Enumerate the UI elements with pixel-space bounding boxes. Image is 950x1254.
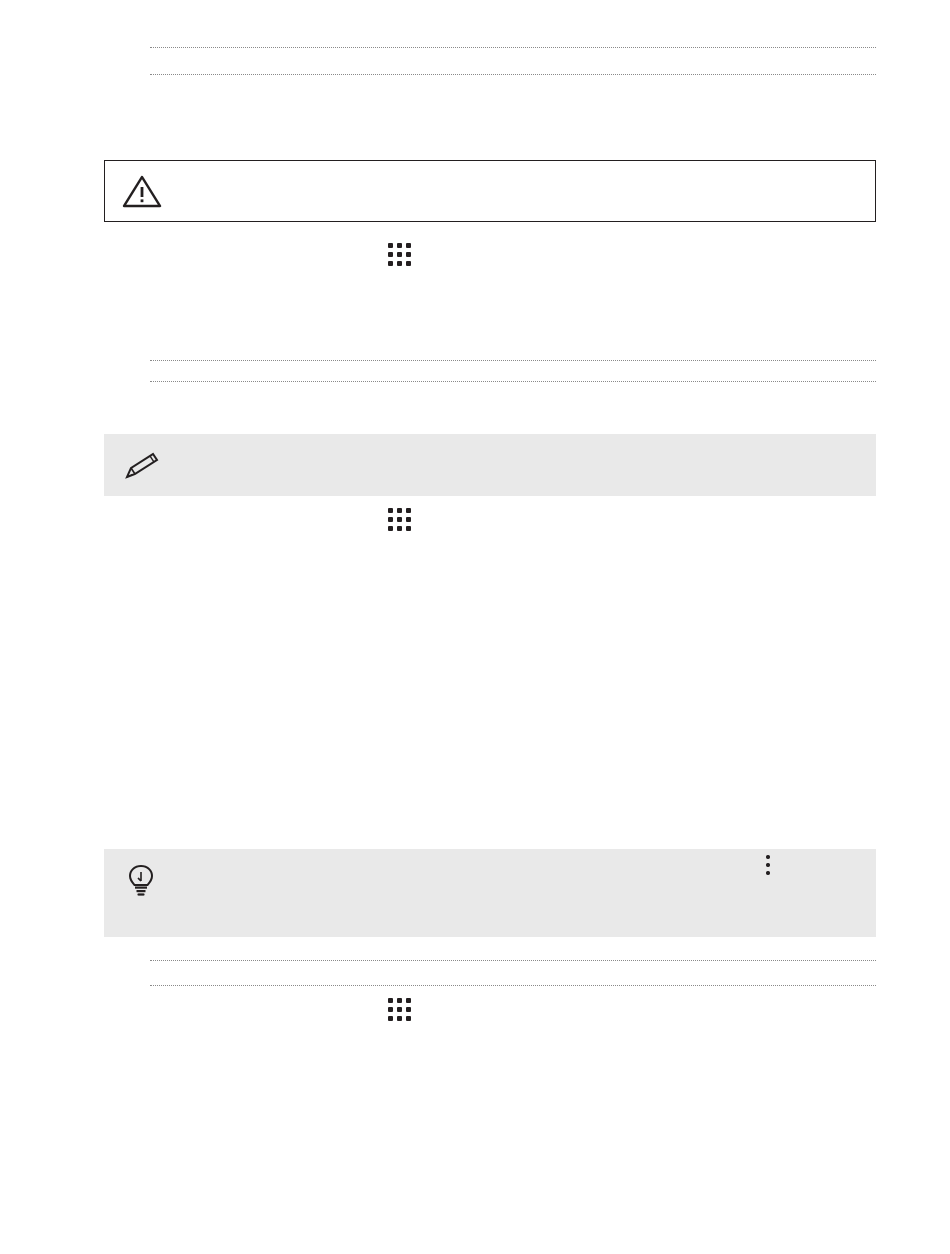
tip-callout-text bbox=[104, 849, 105, 850]
warning-callout bbox=[104, 160, 876, 222]
divider-4 bbox=[150, 381, 876, 382]
tip-callout bbox=[104, 849, 876, 937]
more-options-icon[interactable] bbox=[766, 855, 772, 877]
divider-5 bbox=[150, 960, 876, 961]
divider-6 bbox=[150, 985, 876, 986]
lightbulb-icon bbox=[118, 859, 164, 899]
all-apps-icon-3[interactable] bbox=[388, 998, 414, 1022]
note-callout-text bbox=[104, 434, 105, 435]
divider-1 bbox=[150, 47, 876, 48]
all-apps-icon-2[interactable] bbox=[388, 508, 414, 532]
warning-triangle-icon bbox=[119, 171, 165, 211]
all-apps-icon-1[interactable] bbox=[388, 243, 414, 267]
warning-callout-text bbox=[105, 161, 106, 162]
divider-3 bbox=[150, 360, 876, 361]
pencil-icon bbox=[118, 444, 164, 484]
divider-2 bbox=[150, 74, 876, 75]
note-callout bbox=[104, 434, 876, 496]
